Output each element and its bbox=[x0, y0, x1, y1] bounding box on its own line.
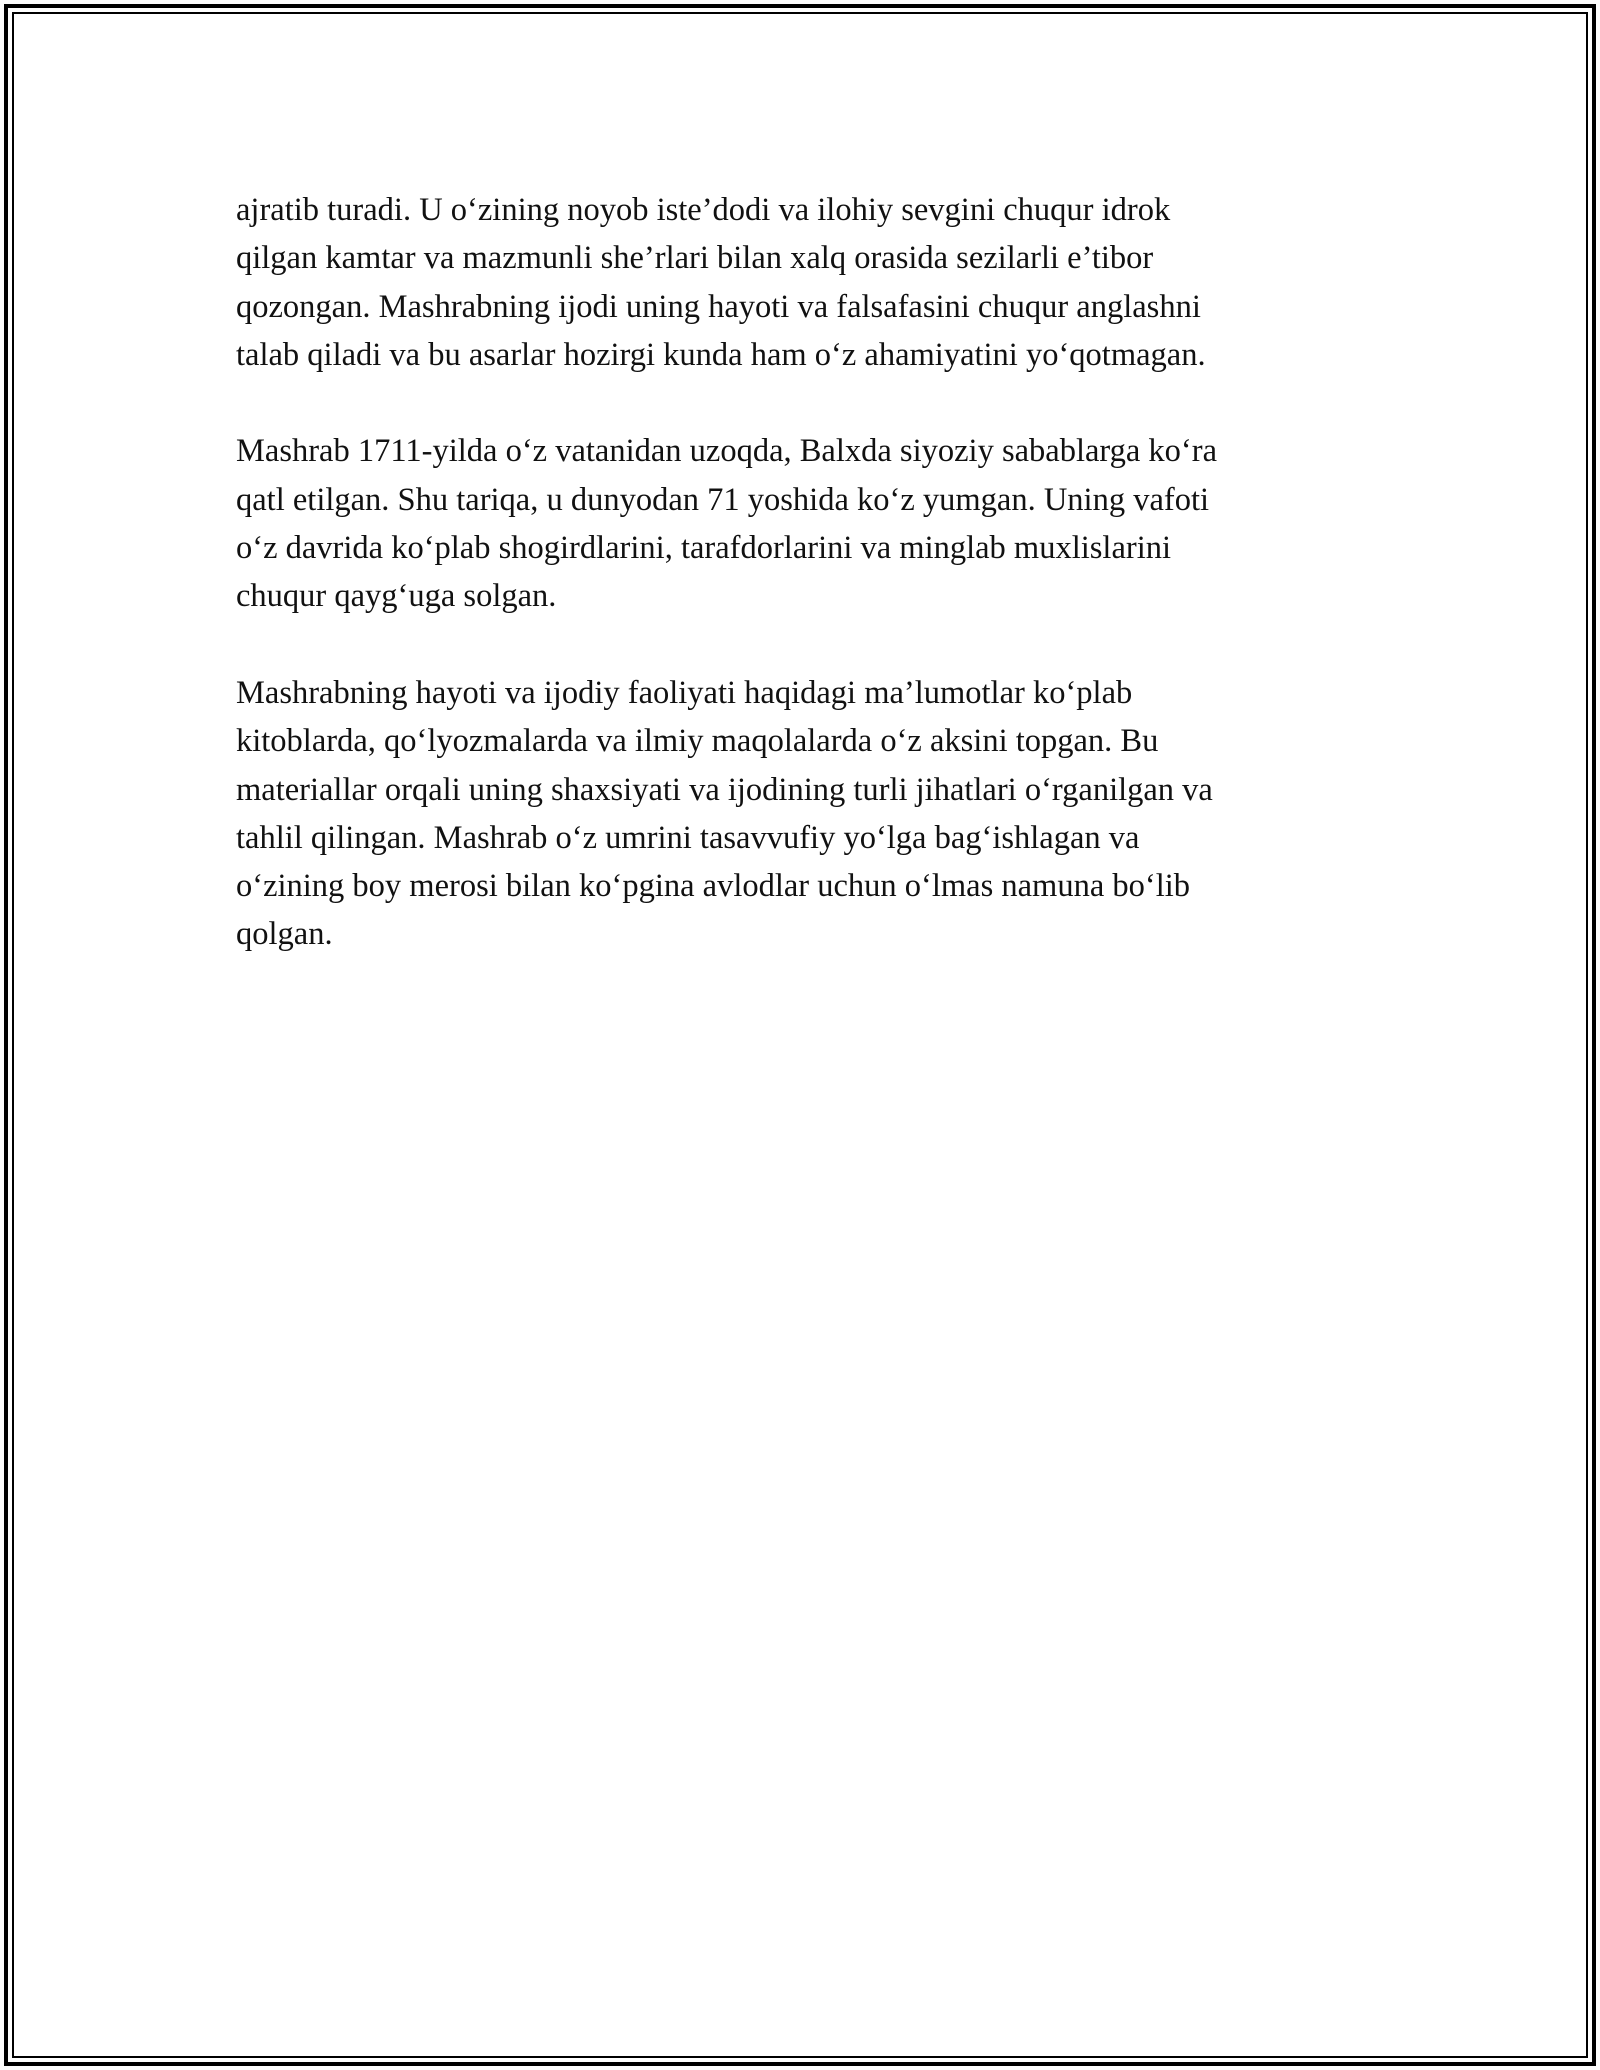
text-line: chuqur qayg‘uga solgan. bbox=[236, 578, 557, 615]
text-line: ajratib turadi. U o‘zining noyob iste’dodi va ilohiy sevgini chuqur idrok bbox=[236, 192, 1171, 228]
text-line: Mashrab 1711-yilda o‘z vatanidan uzoqda, Balxda siyoziy sabablarga ko‘ra bbox=[236, 433, 1217, 470]
text-line: o‘z davrida ko‘plab shogirdlarini, tarafdorlarini va minglab muxlislarini bbox=[236, 530, 1172, 567]
text-line: materiallar orqali uning shaxsiyati va ijodining turli jihatlari o‘rganilgan va bbox=[236, 771, 1213, 808]
document-body bbox=[236, 186, 1366, 1007]
paragraph-2 bbox=[236, 427, 1366, 620]
text-line: kitoblarda, qo‘lyozmalarda va ilmiy maqolalarda o‘z aksini topgan. Bu bbox=[236, 723, 1159, 760]
text-line: qolgan. bbox=[236, 916, 333, 953]
paragraph-3 bbox=[236, 669, 1366, 959]
text-line: Mashrabning hayoti va ijodiy faoliyati haqidagi ma’lumotlar ko‘plab bbox=[236, 674, 1133, 711]
text-line: qilgan kamtar va mazmunli she’rlari bilan xalq orasida sezilarli e’tibor bbox=[236, 240, 1154, 277]
text-line: talab qiladi va bu asarlar hozirgi kunda ham o‘z ahamiyatini yo‘qotmagan. bbox=[236, 336, 1206, 373]
text-line: o‘zining boy merosi bilan ko‘pgina avlodlar uchun o‘lmas namuna bo‘lib bbox=[236, 868, 1191, 905]
text-line: qozongan. Mashrabning ijodi uning hayoti va falsafasini chuqur anglashni bbox=[236, 288, 1201, 325]
text-line: qatl etilgan. Shu tariqa, u dunyodan 71 yoshida ko‘z yumgan. Uning vafoti bbox=[236, 481, 1210, 518]
text-line: tahlil qilingan. Mashrab o‘z umrini tasavvufiy yo‘lga bag‘ishlagan va bbox=[236, 819, 1140, 856]
paragraph-1 bbox=[236, 186, 1366, 379]
